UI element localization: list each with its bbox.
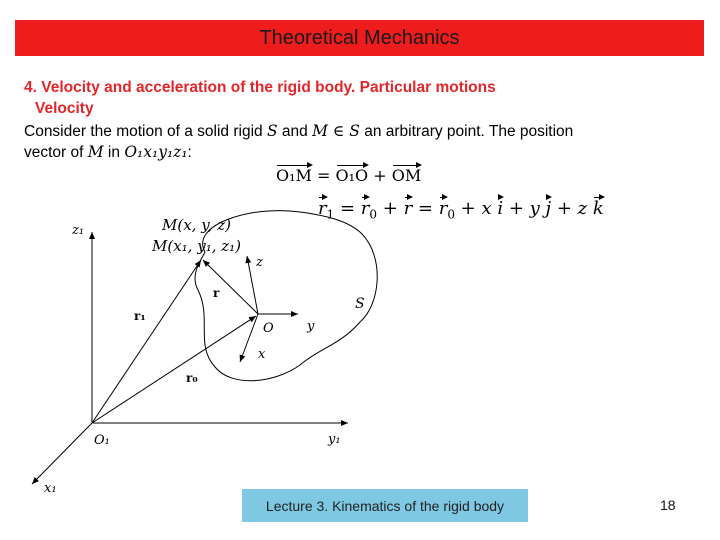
label-y1: y₁ xyxy=(328,432,341,447)
section-heading: 4. Velocity and acceleration of the rigid body. Particular motions xyxy=(24,79,496,96)
label-x1: x₁ xyxy=(44,481,57,496)
footer-lecture-box xyxy=(242,489,528,522)
vector-OM: OM xyxy=(391,166,422,185)
vector-O1O: O₁O xyxy=(335,166,369,185)
label-M-fixed: M(x₁, y₁, z₁) xyxy=(152,237,242,255)
text-segment: vector of xyxy=(24,144,88,161)
unit-vector-i: i xyxy=(497,198,504,219)
label-r1: r₁ xyxy=(134,309,146,323)
vector-r: r xyxy=(403,198,413,219)
subscript: 0 xyxy=(447,207,455,222)
axis-x xyxy=(240,314,258,362)
plus-sign: + xyxy=(377,198,404,219)
unit-vector-k: k xyxy=(592,198,604,219)
label-x: x xyxy=(258,347,266,362)
text-segment: an arbitrary point. The position xyxy=(359,123,574,140)
text-segment: in xyxy=(103,144,125,161)
label-S: S xyxy=(355,296,365,312)
label-r0: r₀ xyxy=(186,371,198,385)
page-number: 18 xyxy=(660,497,676,513)
text-segment: + z xyxy=(551,198,593,219)
vector-r1 xyxy=(92,260,201,423)
text-segment: + x xyxy=(454,198,498,219)
label-z1: z₁ xyxy=(72,223,85,238)
vector-r: r xyxy=(360,198,370,219)
unit-vector-j: j xyxy=(545,198,552,219)
text-segment: + y xyxy=(503,198,546,219)
equals-sign: = xyxy=(412,198,439,219)
subscript: 0 xyxy=(369,207,378,222)
equals-sign: = xyxy=(311,166,336,185)
plus-sign: + xyxy=(368,166,392,185)
label-y: y xyxy=(307,319,315,334)
math-S: S xyxy=(266,122,278,140)
vector-r: r xyxy=(438,198,448,219)
subscript: 1 xyxy=(326,207,335,222)
slide-title: Theoretical Mechanics xyxy=(259,26,460,49)
math-M-in-S: M ∈ S xyxy=(312,122,360,140)
section-subheading: Velocity xyxy=(35,100,94,117)
vector-r: r xyxy=(318,198,327,219)
axis-x1 xyxy=(32,423,92,484)
vector-O1M: O₁M xyxy=(276,166,312,185)
label-O1: O₁ xyxy=(94,433,110,448)
math-M: M xyxy=(87,143,104,161)
label-O: O xyxy=(263,321,274,336)
footer-lecture-title: Lecture 3. Kinematics of the rigid body xyxy=(265,497,505,514)
label-r: r xyxy=(213,286,220,300)
text-segment: and xyxy=(277,123,313,140)
label-z: z xyxy=(256,255,263,270)
text-segment: Consider the motion of a solid rigid xyxy=(24,123,267,140)
math-frame: O₁x₁y₁z₁ xyxy=(124,143,188,161)
text-segment: : xyxy=(187,144,192,161)
equals-sign: = xyxy=(334,198,361,219)
label-M-local: M(x, y, z) xyxy=(162,216,231,234)
vector-r0 xyxy=(92,316,256,423)
